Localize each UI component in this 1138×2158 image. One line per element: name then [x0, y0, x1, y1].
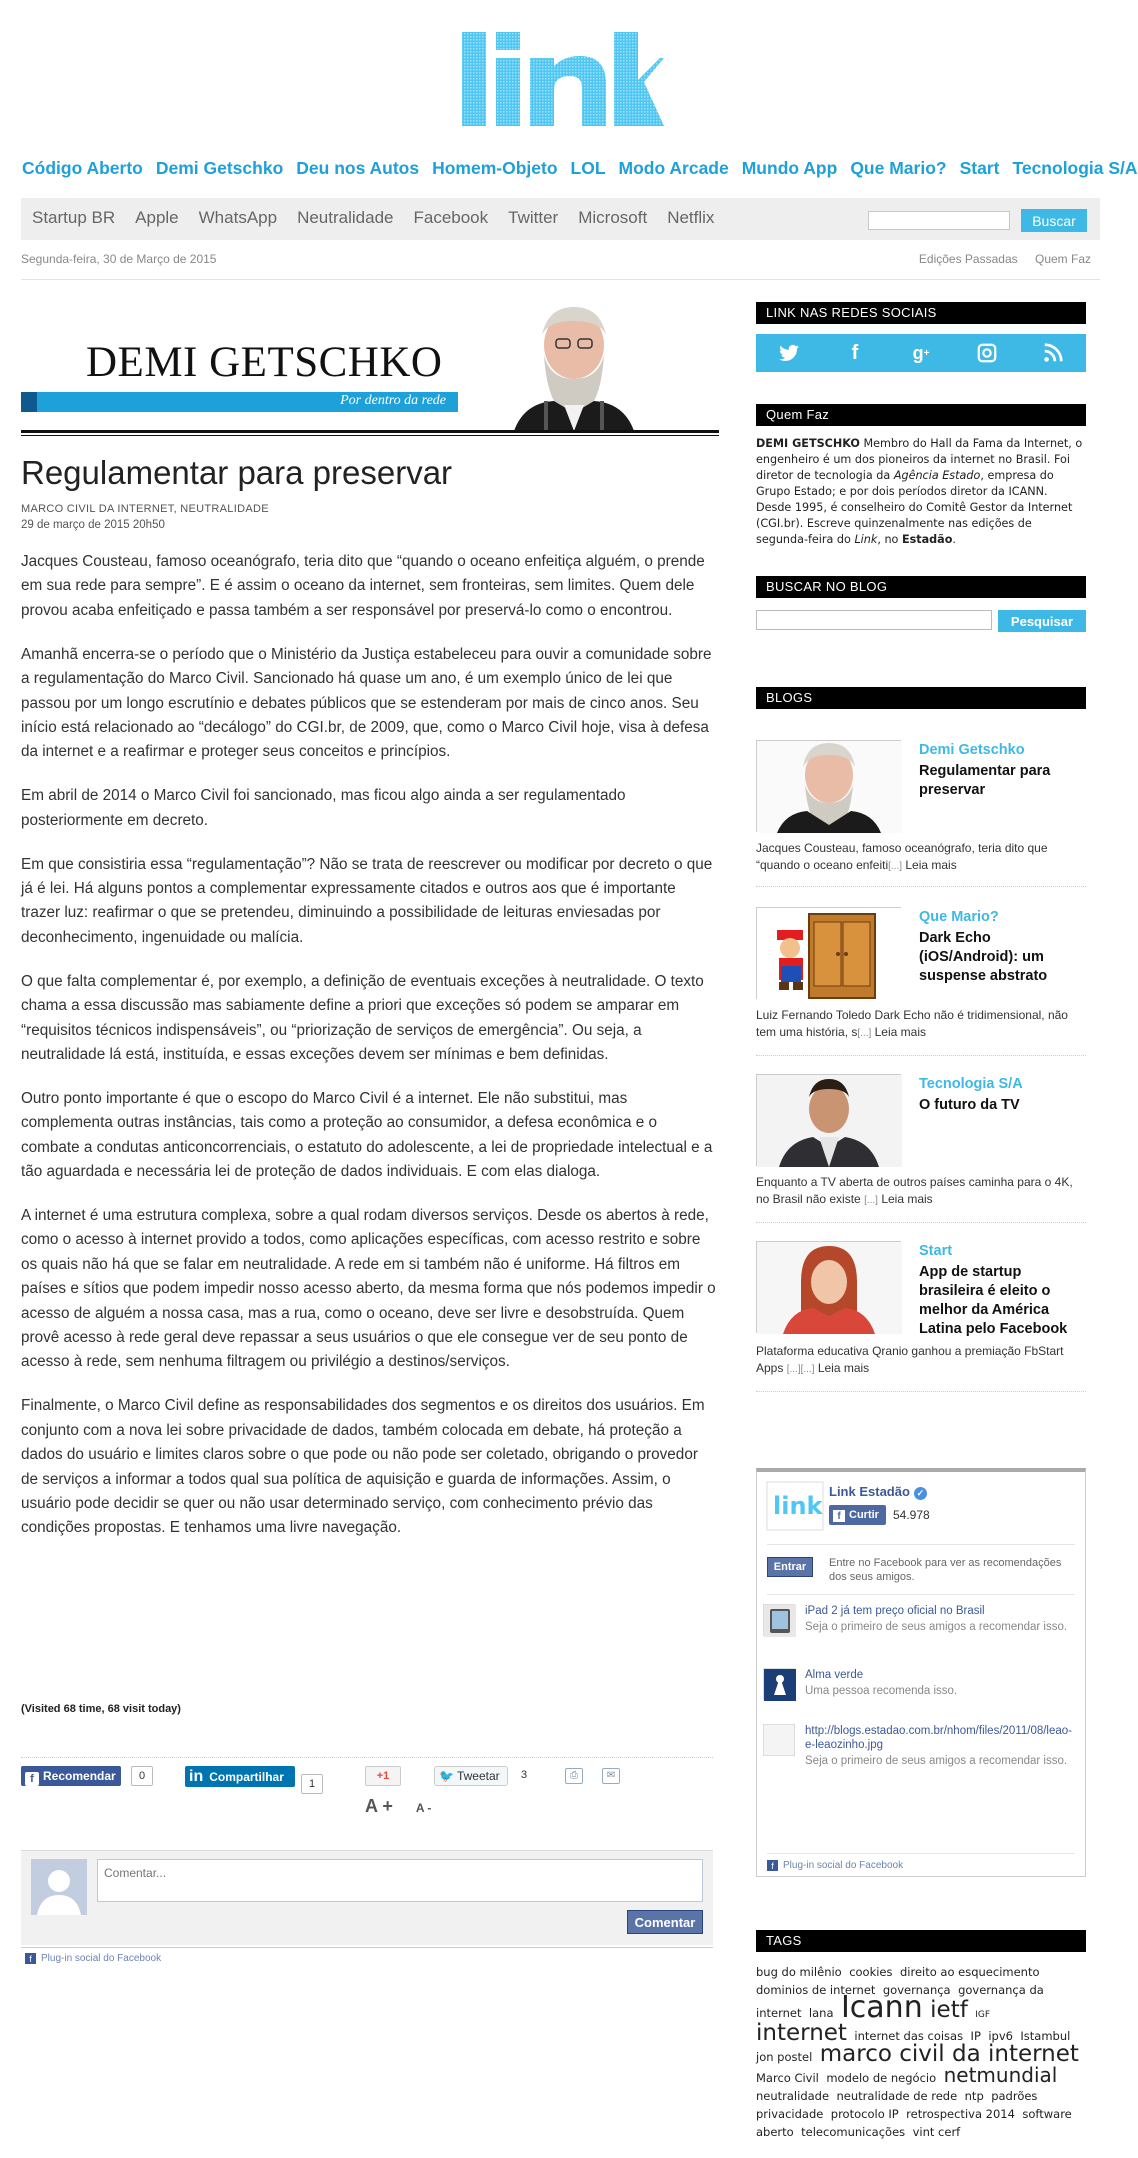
topic-link[interactable]: Apple	[135, 208, 179, 227]
blog-divider	[756, 1391, 1086, 1392]
page-avatar[interactable]	[767, 1482, 823, 1530]
post-categories[interactable]: MARCO CIVIL DA INTERNET, NEUTRALIDADE	[21, 503, 269, 515]
post-title[interactable]: Regulamentar para preservar	[21, 454, 453, 491]
read-more-link[interactable]: Leia mais	[817, 1361, 870, 1375]
blog-excerpt	[756, 1343, 1086, 1378]
mario-wardrobe-image	[757, 908, 902, 1000]
bio-text: .	[952, 533, 956, 546]
blog-name[interactable]: Que Mario?	[919, 909, 999, 925]
tag-link[interactable]: internet	[756, 2020, 847, 2046]
blog-divider	[756, 886, 1086, 887]
post-paragraph: Em que consistiria essa “regulamentação”? Não se trata de reescrever ou modificar por decreto o que já é lei. Há alguns pontos a complementar expressamente citados e outros aos que é importante trazer luz: reafirmar o que se pretendeu, diminuindo a possibilidade de leituras enviesadas por deconhecimento, ingenuidade ou malícia.	[21, 855, 713, 946]
post-date: 29 de março de 2015 20h50	[21, 519, 165, 531]
blog-divider	[756, 1055, 1086, 1056]
rss-icon[interactable]	[1040, 340, 1066, 366]
read-more-link[interactable]: Leia mais	[905, 858, 957, 872]
facebook-count: 0	[131, 1766, 153, 1786]
facebook-recommend-label: Recomendar	[43, 1769, 116, 1783]
facebook-recommend-button[interactable]	[21, 1766, 121, 1786]
social-links	[756, 334, 1086, 372]
author-photo	[757, 741, 902, 833]
link-logo-small	[767, 1482, 823, 1530]
tweet-button[interactable]	[434, 1766, 508, 1786]
blog-post-title[interactable]: O futuro da TV	[919, 1097, 1020, 1113]
tags-heading: TAGS	[756, 1930, 1086, 1952]
blog-excerpt	[756, 1174, 1086, 1209]
tag-link[interactable]: retrospectiva 2014	[906, 2107, 1015, 2121]
author-photo	[757, 1242, 902, 1334]
google-plus-button[interactable]: +1	[365, 1766, 401, 1786]
story-title[interactable]: http://blogs.estadao.com.br/nhom/files/2011/08/leao-e-leaozinho.jpg	[805, 1725, 1073, 1751]
tag-link[interactable]: jon postel	[756, 2050, 813, 2064]
blog-nav-link[interactable]: Deu nos Autos	[296, 158, 420, 178]
blog-thumbnail[interactable]	[756, 740, 901, 832]
verified-icon: ✓	[914, 1487, 927, 1500]
banner-rule	[21, 430, 719, 433]
post-paragraph: O que falta complementar é, por exemplo, a definição de eventuais exceções à neutralidade. O texto chama a essa discussão mas sabiamente define a priori que exceções só podem se amparar em “requisitos técnicos indispensáveis”, ou “priorização de serviços de emergência”. Ou seja, a neutralidade lá está, instituída, e essas exceções devem ser mínimas e bem definidas.	[21, 972, 704, 1063]
facebook-login-button[interactable]: Entrar	[767, 1557, 813, 1577]
excerpt-text: Jacques Cousteau, famoso oceanógrafo, teria dito que “quando o oceano enfeiti	[756, 841, 1048, 872]
blog-name[interactable]: Demi Getschko	[919, 742, 1025, 758]
comment-divider	[21, 1947, 713, 1948]
avatar	[31, 1859, 87, 1915]
tag-link[interactable]: internet das coisas	[854, 2029, 964, 2043]
facebook-icon: f	[25, 1772, 39, 1786]
blog-post-title[interactable]: App de startup brasileira é eleito o melhor da América Latina pelo Facebook	[919, 1264, 1068, 1337]
current-date: Segunda-feira, 30 de Março de 2015	[21, 252, 217, 266]
header-divider	[21, 279, 1100, 280]
tag-link[interactable]: governança	[882, 1983, 951, 1997]
blog-name[interactable]: Start	[919, 1243, 953, 1259]
blog-name[interactable]: Tecnologia S/A	[919, 1076, 1023, 1092]
like-label: Curtir	[849, 1509, 879, 1521]
comment-submit-button[interactable]: Comentar	[627, 1910, 703, 1934]
author-photo	[504, 305, 644, 431]
banner-tagline: Por dentro da rede	[340, 393, 446, 408]
story-thumbnail	[763, 1668, 795, 1700]
linkedin-share-label: Compartilhar	[209, 1770, 284, 1784]
topic-link[interactable]: Twitter	[508, 208, 559, 227]
blog-post-title[interactable]: Dark Echo (iOS/Android): um suspense abstrato	[919, 930, 1048, 984]
excerpt-ellipsis: [...]	[864, 1195, 878, 1206]
link-logo-graphic	[458, 30, 664, 130]
facebook-icon: f	[767, 1860, 778, 1871]
quem-faz-heading: Quem Faz	[756, 404, 1086, 426]
twitter-icon[interactable]	[776, 340, 802, 366]
plugin-note-text: Plug-in social do Facebook	[41, 1953, 162, 1964]
blog-nav-link[interactable]: Que Mario?	[850, 158, 947, 178]
fb-divider	[767, 1594, 1075, 1595]
blog-excerpt	[756, 1007, 1086, 1042]
topic-link[interactable]: Netflix	[667, 208, 715, 227]
tag-link[interactable]: telecomunicações	[801, 2125, 906, 2139]
bio-agency: Agência Estado	[893, 469, 981, 482]
visit-counter: (Visited 68 time, 68 visit today)	[21, 1703, 181, 1715]
facebook-login-text: Entre no Facebook para ver as recomendações dos seus amigos.	[829, 1557, 1062, 1583]
tag-link[interactable]: Istambul	[1020, 2029, 1071, 2043]
blog-nav-link[interactable]: Mundo App	[741, 158, 838, 178]
blog-nav-link[interactable]: LOL	[570, 158, 606, 178]
font-size-controls	[365, 1796, 449, 1817]
excerpt-ellipsis: [...][...]	[786, 1364, 815, 1375]
social-heading: LINK NAS REDES SOCIAIS	[756, 302, 1086, 324]
tag-link[interactable]: privacidade	[756, 2107, 824, 2121]
excerpt-ellipsis: [...]	[857, 1028, 872, 1039]
email-icon[interactable]: ✉	[602, 1768, 620, 1784]
tag-link[interactable]: vint cerf	[912, 2125, 961, 2139]
bio-link: Link	[854, 533, 878, 546]
facebook-plugin-note[interactable]	[767, 1860, 903, 1871]
excerpt-ellipsis: [...]	[888, 861, 903, 872]
post-body	[21, 550, 717, 1560]
tag-link[interactable]: IP	[970, 2029, 981, 2043]
tag-link[interactable]: lana	[808, 2006, 834, 2020]
tag-link[interactable]: ipv6	[988, 2029, 1013, 2043]
fb-divider	[767, 1853, 1075, 1854]
blog-nav	[22, 158, 1138, 179]
story-thumbnail	[763, 1724, 795, 1756]
blog-search-button[interactable]: Pesquisar	[998, 610, 1086, 632]
story-thumbnail	[763, 1604, 795, 1636]
tweet-count: 3	[513, 1766, 535, 1786]
bio-text: , empresa do Grupo Estado; e por dois períodos diretor da ICANN. Desde 1995, é conselheiro do Comitê Gestor da Internet (CGI.br). Escreve quinzenalmente nas edições de segunda-feira do	[756, 469, 1073, 546]
site-logo[interactable]	[458, 30, 664, 130]
tag-link[interactable]: neutralidade	[756, 2089, 830, 2103]
author-photo	[757, 1075, 902, 1167]
font-decrease-button[interactable]: A -	[415, 1801, 432, 1815]
bio-estadao: Estadão	[901, 533, 953, 546]
tag-link[interactable]: governança da internet	[756, 1983, 1044, 2020]
tag-link[interactable]: neutralidade de rede	[836, 2089, 958, 2103]
share-bar	[21, 1766, 713, 1796]
plugin-note-text: Plug-in social do Facebook	[783, 1860, 904, 1871]
fb-divider	[767, 1544, 1075, 1545]
font-increase-button[interactable]: A +	[365, 1796, 393, 1816]
blog-excerpt	[756, 840, 1086, 875]
tag-cloud	[756, 1963, 1086, 2141]
story-title[interactable]: iPad 2 já tem preço oficial no Brasil	[805, 1605, 985, 1617]
bio-text: Membro do Hall da Fama da Internet, o engenheiro é um dos pioneiros da internet no Brasil. Foi diretor de tecnologia da	[756, 437, 1083, 482]
banner-rule	[21, 435, 719, 436]
blog-thumbnail[interactable]	[756, 1241, 901, 1333]
post-paragraph: Finalmente, o Marco Civil define as responsabilidades dos segmentos e os direitos dos usuários. Em conjunto com a nova lei sobre privacidade de dados, também colocada em debate, há proteção a dados do usuário e limites claros sobre o que pode ou não pode ser coletado, obrigando o provedor de serviços a informar a todos qual sua política de aquisição e guarda de informações. Assim, o usuário pode decidir se quer ou não usar determinado serviço, com conhecimento prévio das condições propostas. E tenhamos uma livre navegação.	[21, 1397, 705, 1537]
tag-link[interactable]: direito ao esquecimento	[899, 1965, 1040, 1979]
site-search-input[interactable]	[868, 211, 1010, 230]
post-paragraph: Jacques Cousteau, famoso oceanógrafo, teria dito que “quando o oceano enfeitiça alguém, o prende em sua rede para sempre”. E é assim o oceano da internet, sem fronteiras, sem limites. Quem dele provou acaba enfeitiçado e passa também a ser responsável por preservá-lo como o encontrou.	[21, 553, 705, 619]
post-paragraph: A internet é uma estrutura complexa, sobre a qual rodam diversos serviços. Desde os abertos à rede, como o acesso à internet provido a todos, como aplicações específicas, com acesso restrito e sobre os quais não há que se falar em neutralidade. A rede em si também não é uniforme. Há filtros em países e sítios que podem impedir nosso acesso aberto, da mesma forma que nós podemos impedir o acesso de alguém a nossa casa, mas a rua, como o oceano, deve ser livre e desobstruída. Quem provê acesso à rede geral deve repassar a seus usuários o que ele consegue ver de seu ponto de acesso à rede, sem nenhuma filtragem ou privilégio a destinos/serviços.	[21, 1206, 716, 1371]
post-paragraph: Em abril de 2014 o Marco Civil foi sancionado, mas ficou algo ainda a ser regulamentado posteriormente em decreto.	[21, 787, 626, 829]
blog-nav-link[interactable]: Homem-Objeto	[432, 158, 558, 178]
tag-link[interactable]: marco civil da internet	[819, 2041, 1079, 2067]
tag-link[interactable]: netmundial	[943, 2063, 1058, 2087]
facebook-page-name[interactable]	[829, 1484, 927, 1500]
blog-post-title[interactable]: Regulamentar para preservar	[919, 763, 1051, 798]
tag-link[interactable]: modelo de negócio	[826, 2071, 937, 2085]
blog-nav-link[interactable]: Demi Getschko	[155, 158, 284, 178]
story-subtitle: Uma pessoa recomenda isso.	[805, 1685, 958, 1697]
topic-link[interactable]: Microsoft	[578, 208, 648, 227]
topic-link[interactable]: Facebook	[413, 208, 489, 227]
tag-link[interactable]: padrões	[991, 2089, 1038, 2103]
comment-box	[21, 1850, 713, 1945]
site-search-button[interactable]: Buscar	[1021, 209, 1087, 232]
blog-nav-link[interactable]: Tecnologia S/A	[1012, 158, 1138, 178]
blog-search-heading: BUSCAR NO BLOG	[756, 576, 1086, 598]
author-name: DEMI GETSCHKO	[756, 437, 860, 450]
past-editions-link[interactable]: Edições Passadas	[918, 252, 1018, 266]
facebook-icon[interactable]: f	[851, 341, 859, 364]
facebook-icon: f	[25, 1953, 36, 1964]
tag-link[interactable]: bug do milênio	[756, 1965, 842, 1979]
topic-link[interactable]: Startup BR	[32, 208, 116, 227]
author-bio	[756, 436, 1086, 548]
instagram-icon[interactable]	[974, 340, 1000, 366]
tag-link[interactable]: ietf	[930, 1997, 968, 2023]
blog-nav-link[interactable]: Start	[959, 158, 1000, 178]
svg-text:link: link	[773, 1492, 823, 1520]
linkedin-share-button[interactable]	[185, 1766, 295, 1787]
facebook-plugin-note[interactable]	[25, 1953, 161, 1964]
blog-nav-link[interactable]: Modo Arcade	[618, 158, 729, 178]
topic-nav	[32, 208, 734, 228]
blog-thumbnail[interactable]	[756, 907, 901, 999]
banner-title: DEMI GETSCHKO	[86, 339, 443, 386]
facebook-icon: f	[833, 1510, 845, 1522]
tag-link[interactable]: Marco Civil	[756, 2071, 819, 2085]
banner-tagline-bar	[21, 392, 458, 412]
blog-search-input[interactable]	[756, 610, 992, 630]
linkedin-icon: in	[189, 1768, 204, 1785]
story-subtitle: Seja o primeiro de seus amigos a recomendar isso.	[805, 1621, 1068, 1633]
topic-link[interactable]: Neutralidade	[297, 208, 394, 227]
google-plus-icon[interactable]: g +	[912, 342, 930, 363]
tag-link[interactable]: protocolo IP	[830, 2107, 899, 2121]
blogs-heading: BLOGS	[756, 687, 1086, 709]
blog-thumbnail[interactable]	[756, 1074, 901, 1166]
topic-nav-bar	[21, 198, 1100, 240]
excerpt-text: Enquanto a TV aberta de outros países caminha para o 4K, no Brasil não existe	[756, 1175, 1073, 1206]
story-title[interactable]: Alma verde	[805, 1669, 864, 1681]
read-more-link[interactable]: Leia mais	[874, 1025, 926, 1039]
quem-faz-link[interactable]: Quem Faz	[1034, 252, 1091, 266]
twitter-icon: 🐦	[439, 1769, 454, 1783]
blog-divider	[756, 1222, 1086, 1223]
excerpt-text: Plataforma educativa Qranio ganhou a premiação FbStart Apps	[756, 1344, 1064, 1375]
comment-input[interactable]	[97, 1859, 703, 1902]
like-count: 54.978	[893, 1508, 930, 1522]
topic-link[interactable]: WhatsApp	[198, 208, 278, 227]
print-icon[interactable]: ⎙	[565, 1768, 583, 1784]
tag-link[interactable]: dominios de internet	[756, 1983, 876, 1997]
tag-link[interactable]: IGF	[975, 2010, 991, 2020]
facebook-page-box	[756, 1468, 1086, 1877]
blog-nav-link[interactable]: Código Aberto	[22, 158, 143, 178]
post-paragraph: Outro ponto importante é que o escopo do Marco Civil é a internet. Ele não substitui, mas complementa outras instâncias, tais como a proteção ao consumidor, a defesa econômica e o combate a condutas anticoncorrenciais, o estatuto do adolescente, a lei de propriedade intelectual e a tão aguardada e necessária lei de proteção de dados individuais. E com elas dialoga.	[21, 1089, 713, 1181]
tag-link[interactable]: ntp	[964, 2089, 984, 2103]
excerpt-text: Luiz Fernando Toledo Dark Echo não é tridimensional, não tem uma história, s	[756, 1008, 1068, 1039]
facebook-like-button[interactable]	[829, 1505, 886, 1525]
bio-text: , no	[877, 533, 902, 546]
post-paragraph: Amanhã encerra-se o período que o Ministério da Justiça estabeleceu para ouvir a comunidade sobre a regulamentação do Marco Civil. Sancionado há quase um ano, é um exemplo único de lei que passou por um longo escrutínio e debates públicos que se estenderam por mais de cinco anos. Seu início está relacionado ao “decálogo” do CGI.br, de 2009, que, como o Marco Civil hoje, visa à defesa da internet e a reafirmar e proteger seus conceitos e princípios.	[21, 645, 712, 761]
header-links	[905, 252, 1091, 266]
tag-link[interactable]: software aberto	[756, 2107, 1072, 2139]
tag-link[interactable]: cookies	[849, 1965, 893, 1979]
share-divider	[21, 1757, 713, 1758]
read-more-link[interactable]: Leia mais	[881, 1192, 933, 1206]
linkedin-count: 1	[301, 1774, 323, 1794]
tag-link[interactable]: Icann	[840, 1990, 923, 2025]
default-avatar-icon	[31, 1859, 87, 1915]
tweet-label: Tweetar	[456, 1769, 500, 1783]
page-name-text: Link Estadão	[829, 1484, 910, 1499]
story-subtitle: Seja o primeiro de seus amigos a recomendar isso.	[805, 1755, 1068, 1767]
blog-banner[interactable]	[21, 300, 719, 436]
